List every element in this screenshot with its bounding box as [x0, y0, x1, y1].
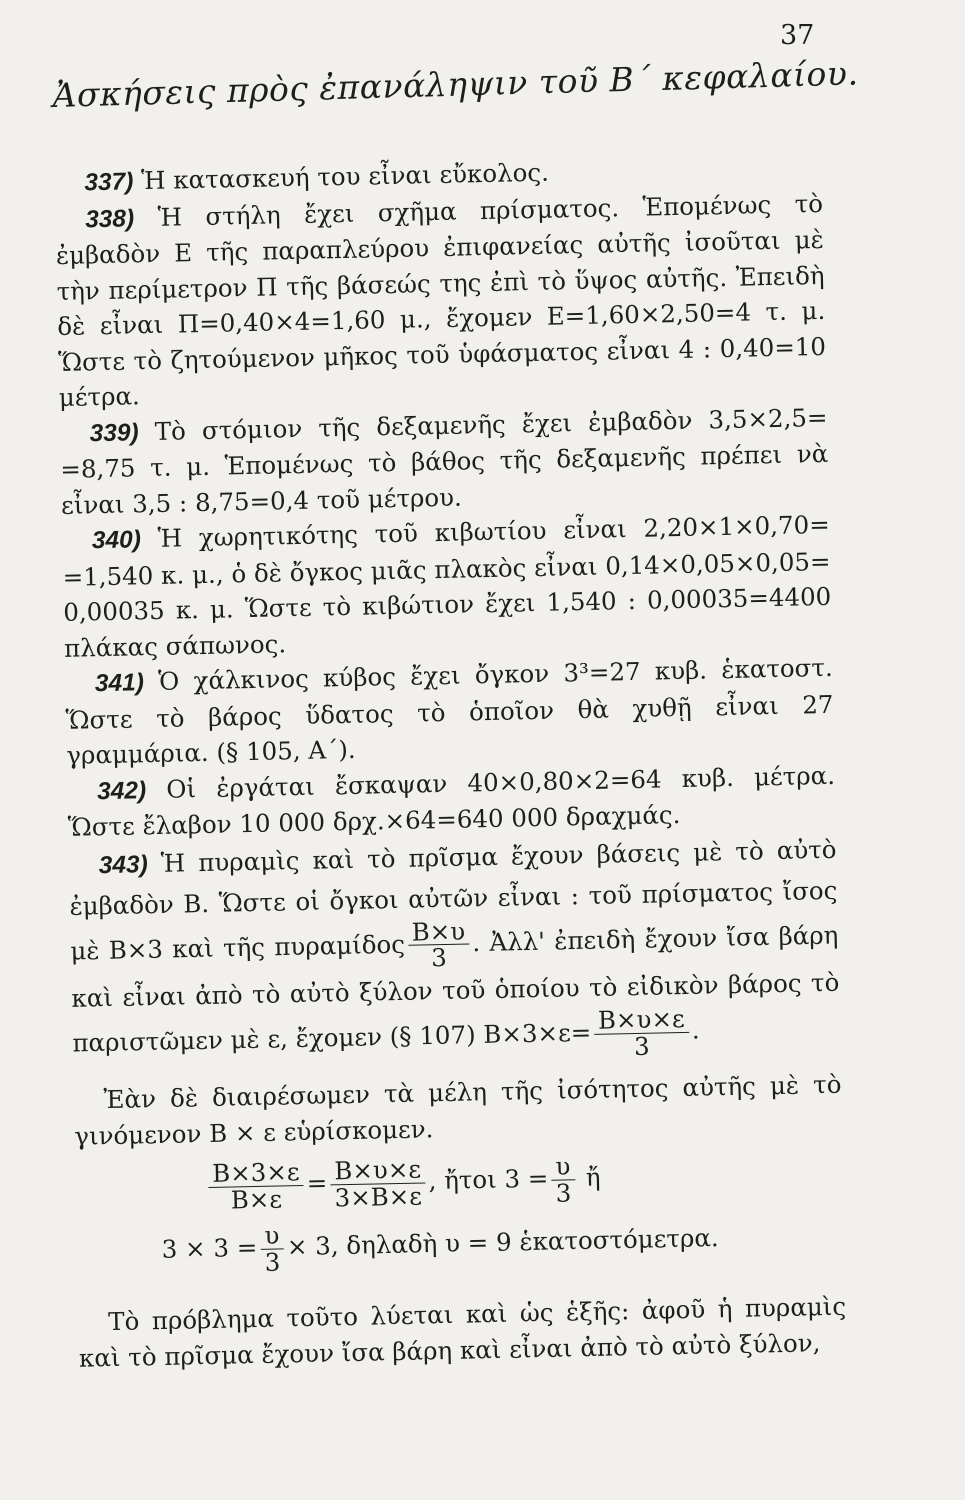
exercise-number: 338) [84, 204, 135, 233]
fraction [594, 1003, 690, 1061]
exercise-text: . Ἀλλ' ἐπειδὴ ἔχουν ἴσα βάρη καὶ εἶναι ἀπὸ τὸ αὐτὸ ξύλον τοῦ ὁποίου τὸ εἰδικὸν βάρος τὸ παριστῶμεν μὲ ε, ἔχομεν (§ 107) Β×3×ε= [71, 919, 840, 1058]
equation-1 [75, 1148, 844, 1217]
exercise-341 [64, 650, 834, 774]
exercise-text: Ἡ χωρητικότης τοῦ κιβωτίου εἶναι 2,20×1×0,70= =1,540 κ. μ., ὁ δὲ ὄγκος μιᾶς πλακὸς εἶναι 0,14×0,05×0,05= 0,00035 κ. μ. Ὥστε τὸ κιβώτιον ἔχει 1,540 : 0,00035=4400 πλάκας σάπωνος. [62, 509, 832, 663]
exercise-number: 337) [84, 168, 134, 197]
exercise-text: Οἱ ἐργάται ἔσκαψαν 40×0,80×2=64 κυβ. μέτρα. Ὥστε ἔλαβον 10 000 δρχ.×64=640 000 δραχμάς. [67, 760, 836, 842]
exercise-text: Ἡ πυραμὶς καὶ τὸ πρῖσμα ἔχουν βάσεις μὲ τὸ αὐτὸ ἐμβαδὸν Β. Ὥστε οἱ ὄγκοι αὐτῶν εἶναι : τοῦ πρίσματος ἴσος μὲ Β×3 καὶ τῆς πυραμίδος [69, 834, 838, 966]
fraction [407, 918, 470, 972]
page-body [54, 149, 847, 1376]
fraction-numerator: Β×υ×ε [594, 1006, 689, 1035]
fraction [260, 1222, 285, 1275]
paragraph-divide: Ἐὰν δὲ διαιρέσωμεν τὰ μέλη τῆς ἰσότητος αὐτῆς μὲ τὸ γινόμενον Β × ε εὑρίσκομεν. [74, 1070, 842, 1151]
exercise-number: 339) [89, 418, 139, 447]
exercise-number: 342) [96, 776, 147, 805]
fraction [551, 1151, 576, 1208]
exercise-text: Ἡ στήλη ἔχει σχῆμα πρίσματος. Ἑπομένως τὸ ἐμβαδὸν Ε τῆς παραπλεύρου ἐπιφανείας αὐτῆς ἰσοῦται μὲ τὴν περίμετρον Π τῆς βάσεώς της ἐπὶ τὸ ὕψος αὐτῆς. Ἐπειδὴ δὲ εἶναι Π=0,40×4=1,60 μ., ἔχομεν Ε=1,60×2,50=4 τ. μ. Ὥστε τὸ ζητούμενον μῆκος τοῦ ὑφάσματος εἶναι 4 : 0,40=10 μέτρα. [55, 188, 827, 412]
fraction-numerator: Β×υ [407, 918, 469, 946]
equation-text: × 3, δηλαδὴ υ = 9 ἑκατοστόμετρα. [286, 1222, 719, 1261]
exercise-text: Τὸ στόμιον τῆς δεξαμενῆς ἔχει ἐμβαδὸν 3,5×2,5= =8,75 τ. μ. Ἑπομένως τὸ βάθος τῆς δεξαμενῆς πρέπει νὰ εἶναι 3,5 : 8,75=0,4 τοῦ μέτρου. [60, 402, 829, 520]
fraction-denominator: 3 [264, 1247, 281, 1277]
fraction-denominator: Β×ε [230, 1184, 283, 1215]
fraction-numerator: Β×3×ε [208, 1159, 304, 1188]
paragraph-last: Τὸ πρόβλημα τοῦτο λύεται καὶ ὡς ἑξῆς: ἀφοῦ ἡ πυραμὶς καὶ τὸ πρῖσμα ἔχουν ἴσα βάρη καὶ εἶναι ἀπὸ τὸ αὐτὸ ξύλον, [78, 1291, 847, 1373]
fraction-numerator: υ [551, 1154, 575, 1181]
fraction-denominator: 3 [633, 1031, 650, 1061]
exercise-text: Ἡ κατασκευή του εἶναι εὔκολος. [140, 157, 550, 196]
section-heading: Ἀσκήσεις πρὸς ἐπανάληψιν τοῦ Β΄ κεφαλαίου. [52, 53, 859, 115]
exercise-number: 343) [98, 850, 148, 879]
exercise-text: . [691, 1015, 700, 1045]
equation-text: , ἤτοι 3 = [428, 1163, 549, 1196]
fraction-numerator: Β×υ×ε [330, 1157, 426, 1186]
fraction-denominator: 3×Β×ε [334, 1181, 423, 1213]
exercise-338 [55, 185, 827, 415]
exercise-343 [68, 829, 841, 1071]
fraction [330, 1154, 426, 1213]
fraction-numerator: υ [260, 1222, 284, 1249]
equation-text: 3 × 3 = [161, 1232, 258, 1264]
exercise-text: Ὁ χάλκινος κύβος ἔχει ὄγκον 3³=27 κυβ. ἑκατοστ. Ὥστε τὸ βάρος ὕδατος τὸ ὁποῖον θὰ χυθῇ εἶναι 27 γραμμάρια. (§ 105, Α΄). [65, 652, 834, 770]
fraction [208, 1159, 304, 1213]
exercise-number: 341) [94, 669, 145, 698]
fraction-denominator: 3 [430, 943, 448, 973]
exercise-339 [59, 399, 829, 523]
fraction-denominator: 3 [555, 1178, 572, 1208]
page-number: 37 [780, 20, 815, 51]
exercise-number: 340) [91, 526, 142, 555]
equation-text: ἤ [585, 1162, 601, 1193]
equation-2 [76, 1210, 845, 1279]
exercise-340 [61, 507, 832, 666]
equals-sign: = [306, 1168, 328, 1199]
